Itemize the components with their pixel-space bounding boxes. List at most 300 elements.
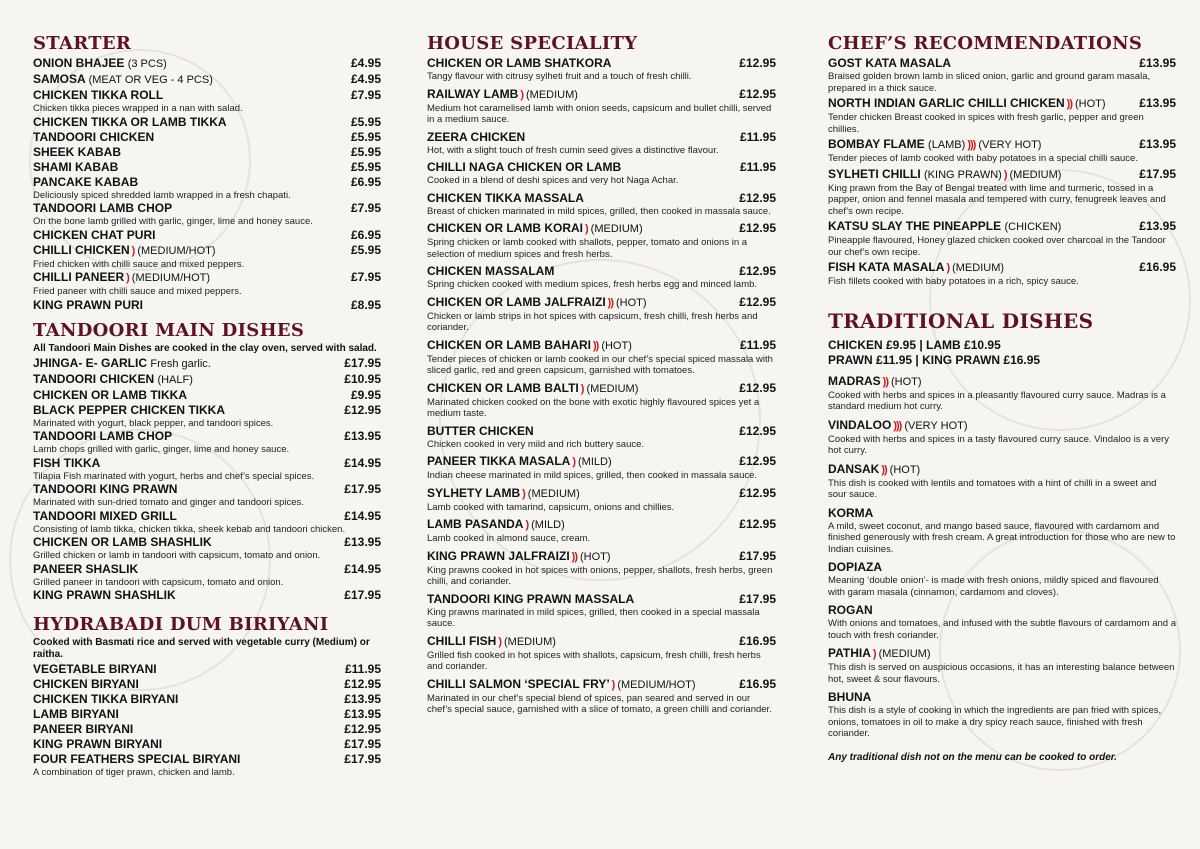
menu-item-row: [33, 175, 381, 190]
item-name: FISH KATA MASALA: [828, 260, 945, 274]
item-description: This dish is a style of cooking in which the ingredients are pan fried with spices, onions, tomatoes in oil to make a dry spicy reach sauce, finished with fresh coriander.: [828, 705, 1162, 739]
item-price: £11.95: [739, 337, 776, 352]
item-price: £17.95: [344, 482, 381, 496]
menu-item-row: [427, 295, 776, 311]
item-tag: (MEDIUM): [878, 648, 931, 660]
item-description: On the bone lamb grilled with garlic, ginger, lime and honey sauce.: [33, 216, 313, 227]
menu-item-row: [33, 737, 381, 752]
section-title-biryani: HYDRABADI DUM BIRIYANI: [33, 614, 329, 635]
item-name: SHEEK KABAB: [33, 144, 122, 159]
menu-item-heading: [828, 462, 920, 478]
chili-icon: ): [131, 244, 135, 257]
item-description: Lamb cooked in almond sauce, cream.: [427, 533, 591, 544]
item-name: CHILLI NAGA CHICKEN OR LAMB: [427, 160, 622, 174]
menu-item: [33, 372, 381, 388]
item-price: £13.95: [344, 692, 381, 706]
menu-item-row: [427, 87, 776, 103]
menu-item-heading: [33, 145, 121, 160]
menu-item-row: [33, 482, 381, 497]
menu-item-heading: [33, 72, 213, 88]
menu-item-row: [33, 130, 381, 145]
menu-item-heading: [33, 115, 227, 130]
menu-item-row: [427, 592, 776, 607]
item-tag: (HOT): [1074, 98, 1106, 110]
menu-item: [427, 87, 776, 126]
menu-item: [828, 603, 1176, 641]
item-description: Marinated in our chef’s special blend of spices, pan seared and served in our chef’s special sauce, garnished with a slice of tomato, a green chilli and coriander.: [427, 692, 772, 715]
menu-item-row: [828, 374, 1176, 390]
menu-item-heading: [427, 424, 534, 439]
item-price: £13.95: [1139, 96, 1176, 110]
menu-item-row: [427, 221, 776, 237]
item-tag: (MEDIUM): [527, 487, 580, 500]
item-tag: (MEDIUM): [590, 223, 643, 235]
menu-item: [828, 260, 1176, 288]
menu-item-row: [828, 56, 1176, 71]
item-name: KORMA: [828, 505, 874, 520]
menu-item: [427, 677, 776, 716]
item-price: £17.95: [739, 591, 776, 606]
chili-icon: ): [520, 88, 524, 101]
item-name: PATHIA: [828, 646, 871, 660]
traditional-price-line-2: PRAWN £11.95 | KING PRAWN £16.95: [828, 352, 1041, 367]
item-name: BLACK PEPPER CHICKEN TIKKA: [33, 402, 226, 417]
item-price: £7.95: [350, 201, 381, 215]
item-price: £12.95: [739, 454, 776, 468]
menu-item-row: [427, 381, 776, 397]
item-tag: (MEDIUM): [586, 382, 639, 395]
menu-item-heading: [828, 137, 1041, 153]
menu-item-heading: [427, 517, 565, 533]
item-price: £12.95: [739, 56, 776, 70]
item-price: £12.95: [739, 485, 776, 500]
menu-item-heading: [33, 737, 162, 752]
item-name: LAMB BIRYANI: [33, 707, 119, 721]
chili-icon: ): [946, 262, 950, 274]
item-description: Cooked with herbs and spices in a tasty flavoured curry sauce. Vindaloo is a very hot curry.: [828, 433, 1169, 456]
item-name: TANDOORI LAMB CHOP: [33, 201, 173, 215]
item-name: CHILLI SALMON ‘SPECIAL FRY’: [427, 676, 610, 691]
item-price: £11.95: [739, 129, 776, 144]
item-price: £4.95: [350, 56, 381, 70]
item-name: CHICKEN TIKKA OR LAMB TIKKA: [33, 114, 227, 129]
menu-item: [33, 388, 381, 403]
menu-item-row: [33, 562, 381, 577]
chili-icon: ): [585, 223, 588, 235]
menu-item: [427, 160, 776, 187]
item-description: Spring chicken or lamb cooked with shallots, pepper, tomato and onions in a selection of medium spices and fresh herbs.: [427, 237, 748, 260]
item-description: Marinated chicken cooked on the bone with exotic highly flavoured spices yet a medium taste.: [427, 396, 760, 419]
menu-item-row: [33, 403, 381, 418]
item-price: £12.95: [344, 402, 381, 417]
item-tag: (MILD): [578, 456, 612, 468]
item-name: CHICKEN BIRYANI: [33, 677, 139, 691]
item-price: £16.95: [739, 676, 776, 691]
column-middle: [427, 32, 776, 716]
item-price: £12.95: [739, 517, 776, 531]
item-price: £12.95: [739, 380, 776, 395]
menu-item: [33, 130, 381, 145]
menu-item-heading: [427, 486, 580, 502]
item-price: £16.95: [739, 633, 776, 648]
menu-item: [828, 560, 1176, 598]
menu-item: [33, 115, 381, 130]
item-name: ONION BHAJEE: [33, 56, 125, 70]
chili-icon: ): [580, 382, 584, 395]
item-price: £7.95: [350, 270, 381, 284]
menu-item-heading: [33, 356, 211, 372]
menu-item: [828, 462, 1176, 501]
menu-item-heading: [828, 646, 931, 662]
menu-item: [828, 690, 1176, 740]
item-tag: Fresh garlic.: [150, 357, 211, 370]
item-name: CHICKEN TIKKA BIRYANI: [33, 692, 179, 706]
menu-item-row: [33, 201, 381, 216]
menu-item-heading: [828, 560, 882, 575]
item-description: Chicken cooked in very mild and rich buttery sauce.: [427, 438, 645, 450]
menu-item: [427, 486, 776, 514]
item-tag: (HOT): [616, 296, 647, 309]
menu-item: [33, 175, 381, 202]
menu-item: [427, 517, 776, 545]
menu-item: [427, 454, 776, 482]
item-price: £13.95: [344, 707, 381, 721]
item-name: NORTH INDIAN GARLIC CHILLI CHICKEN: [828, 96, 1065, 110]
menu-item-heading: [427, 160, 621, 175]
menu-item: [33, 270, 381, 298]
menu-item-row: [33, 372, 381, 388]
menu-item: [828, 506, 1176, 556]
item-description: King prawns marinated in mild spices, grilled, then cooked in a special massala sauce.: [427, 606, 760, 629]
menu-item: [33, 722, 381, 737]
item-tag: (MEDIUM/HOT): [131, 272, 211, 284]
menu-item-row: [33, 56, 381, 72]
menu-item-heading: [33, 130, 154, 145]
item-tag: (MEDIUM): [952, 262, 1005, 274]
item-price: £12.95: [739, 190, 776, 205]
menu-item-heading: [828, 96, 1106, 112]
menu-item-row: [427, 130, 776, 145]
item-name: KATSU SLAY THE PINEAPPLE: [828, 219, 1002, 233]
menu-item: [828, 418, 1176, 457]
item-name: PANEER BIRYANI: [33, 722, 134, 736]
item-name: CHICKEN OR LAMB BALTI: [427, 380, 579, 395]
item-name: BHUNA: [828, 690, 872, 704]
item-name: JHINGA- E- GARLIC: [33, 355, 147, 370]
menu-item: [427, 424, 776, 451]
biryani-list: [33, 662, 381, 779]
chili-icon: ))): [893, 419, 902, 432]
item-name: SYLHETY LAMB: [427, 485, 521, 500]
menu-item-heading: [828, 219, 1061, 235]
item-name: FOUR FEATHERS SPECIAL BIRYANI: [33, 752, 241, 766]
item-name: KING PRAWN PURI: [33, 297, 144, 312]
item-name: CHILLI CHICKEN: [33, 242, 130, 257]
menu-item: [33, 752, 381, 779]
menu-item: [828, 96, 1176, 135]
item-price: £13.95: [344, 429, 381, 443]
item-description: Spring chicken cooked with medium spices, fresh herbs egg and minced lamb.: [427, 279, 758, 290]
item-name: PANEER SHASLIK: [33, 561, 139, 576]
item-description: Tender pieces of lamb cooked with baby potatoes in a special chilli sauce.: [828, 153, 1138, 164]
item-price: £11.95: [739, 160, 776, 174]
menu-item-row: [33, 662, 381, 677]
menu-item-row: [828, 506, 1176, 521]
item-name: BUTTER CHICKEN: [427, 423, 534, 438]
item-description: Marinated with yogurt, black pepper, and tandoori spices.: [33, 417, 274, 429]
item-price: £8.95: [350, 297, 381, 312]
item-description: Tender chicken Breast cooked in spices with fresh garlic, pepper and green chillies.: [828, 112, 1144, 135]
menu-item-heading: [427, 87, 578, 103]
menu-item-heading: [828, 506, 873, 521]
item-name: TANDOORI KING PRAWN MASSALA: [427, 591, 635, 606]
item-name: CHILLI PANEER: [33, 270, 125, 284]
item-heat: (MEDIUM): [1009, 168, 1062, 181]
item-price: £10.95: [344, 371, 381, 386]
menu-item-row: [33, 752, 381, 767]
item-name: PANCAKE KABAB: [33, 174, 139, 189]
item-name: CHICKEN OR LAMB SHASHLIK: [33, 535, 212, 549]
item-price: £5.95: [350, 129, 381, 144]
item-name: KING PRAWN SHASHLIK: [33, 588, 176, 602]
item-price: £13.95: [1139, 219, 1176, 233]
menu-item: [33, 456, 381, 483]
item-price: £12.95: [344, 677, 381, 691]
menu-item-heading: [828, 167, 1061, 183]
chili-icon: ))): [967, 139, 976, 151]
chili-icon: ): [126, 272, 129, 284]
tandoori-note: All Tandoori Main Dishes are cooked in the clay oven, served with salad.: [33, 342, 377, 354]
item-description: Meaning ‘double onion’- is made with fresh onions, mildly spiced and flavoured with garam masala (cinnamon, cardamom and cloves).: [828, 575, 1159, 598]
menu-item-row: [828, 690, 1176, 705]
chili-icon: )): [571, 550, 577, 563]
traditional-price-line-1: CHICKEN £9.95 | LAMB £10.95: [828, 337, 1001, 352]
menu-item-heading: [427, 381, 638, 397]
menu-item-heading: [33, 752, 240, 767]
item-price: £17.95: [344, 737, 381, 751]
item-name: TANDOORI MIXED GRILL: [33, 508, 177, 523]
traditional-list: [828, 374, 1176, 740]
item-name: VEGETABLE BIRYANI: [33, 662, 157, 676]
item-description: Pineapple flavoured, Honey glazed chicken cooked over charcoal in the Tandoor our chef’s own recipe.: [828, 235, 1166, 258]
menu-item-heading: [33, 509, 177, 524]
menu-item-row: [33, 388, 381, 403]
menu-item-heading: [33, 56, 167, 72]
menu-item-heading: [427, 130, 525, 145]
menu-item-heading: [33, 692, 178, 707]
menu-item-row: [828, 167, 1176, 183]
item-description: Consisting of lamb tikka, chicken tikka, sheek kebab and tandoori chicken.: [33, 523, 346, 535]
item-description: A mild, sweet coconut, and mango based sauce, flavoured with cardamom and finished generously with fresh cream. A great introduction for those who are new to Indian cuisines.: [828, 520, 1176, 555]
menu-item: [427, 592, 776, 630]
item-price: £12.95: [344, 722, 381, 736]
item-price: £17.95: [344, 752, 381, 766]
menu-item-row: [33, 456, 381, 471]
menu-item-row: [427, 486, 776, 502]
item-name: SYLHETI CHILLI: [828, 166, 921, 181]
menu-item: [828, 374, 1176, 413]
menu-item-row: [33, 145, 381, 160]
menu-item: [33, 72, 381, 88]
menu-item-row: [33, 588, 381, 603]
menu-item: [33, 737, 381, 752]
item-tag: (MEDIUM): [504, 635, 556, 648]
item-tag: (HOT): [580, 550, 611, 563]
item-description: Breast of chicken marinated in mild spices, grilled, then cooked in massala sauce.: [427, 205, 771, 217]
item-price: £13.95: [1139, 56, 1176, 70]
item-tag: (HOT): [889, 463, 921, 476]
menu-item-heading: [828, 603, 873, 618]
menu-item: [33, 662, 381, 677]
item-name: RAILWAY LAMB: [427, 86, 519, 101]
item-tag: (HALF): [157, 373, 193, 386]
item-name: CHICKEN OR LAMB SHATKORA: [427, 56, 612, 70]
menu-item-row: [828, 603, 1176, 618]
menu-item-heading: [33, 388, 187, 403]
menu-item-heading: [427, 56, 611, 71]
menu-item: [33, 243, 381, 271]
menu-item: [828, 167, 1176, 218]
item-name: TANDOORI CHICKEN: [33, 371, 155, 386]
item-name: KING PRAWN BIRYANI: [33, 737, 163, 751]
item-description: Tilapia Fish marinated with yogurt, herbs and chef’s special spices.: [33, 470, 315, 482]
menu-item-heading: [33, 677, 139, 692]
item-description: King prawn from the Bay of Bengal treated with lime and turmeric, tossed in a papper, onion and fennel masala and tempered with curry, fenugreek leaves and chef’s own recipe.: [828, 182, 1166, 217]
item-name: ZEERA CHICKEN: [427, 129, 526, 144]
menu-item: [33, 228, 381, 243]
menu-item-heading: [33, 482, 177, 497]
item-description: Lamb cooked with tamarind, capsicum, onions and chillies.: [427, 501, 675, 513]
biryani-note: Cooked with Basmati rice and served with vegetable curry (Medium) or raitha.: [33, 637, 370, 660]
menu-item-heading: [33, 175, 138, 190]
item-name: DANSAK: [828, 461, 880, 476]
menu-item: [828, 219, 1176, 258]
house-list: [427, 56, 776, 716]
menu-item-row: [33, 692, 381, 707]
item-description: Grilled chicken or lamb in tandoori with capsicum, tomato and onion.: [33, 550, 321, 561]
menu-item: [828, 56, 1176, 94]
menu-item-row: [427, 677, 776, 693]
item-description: A combination of tiger prawn, chicken and lamb.: [33, 767, 235, 778]
menu-item-row: [427, 424, 776, 439]
menu-item-row: [828, 137, 1176, 153]
menu-item-row: [427, 191, 776, 206]
item-name: CHICKEN CHAT PURI: [33, 227, 156, 242]
item-name: TANDOORI KING PRAWN: [33, 482, 178, 496]
menu-item-row: [33, 228, 381, 243]
menu-item-heading: [33, 562, 138, 577]
chili-icon: ): [611, 678, 615, 691]
menu-item: [427, 130, 776, 157]
item-tag: (MILD): [531, 519, 565, 531]
tandoori-list: [33, 356, 381, 604]
chef-list: [828, 56, 1176, 288]
item-price: £14.95: [344, 455, 381, 470]
menu-item: [427, 56, 776, 83]
column-left: [33, 32, 381, 779]
item-description: Cooked in a blend of deshi spices and very hot Naga Achar.: [427, 175, 679, 186]
menu-item-row: [33, 72, 381, 88]
menu-item-row: [427, 160, 776, 175]
item-name: VINDALOO: [828, 417, 892, 432]
menu-item-row: [427, 634, 776, 650]
menu-item-heading: [828, 690, 871, 705]
menu-item-heading: [33, 88, 163, 103]
menu-item-heading: [427, 264, 554, 279]
menu-item-heading: [427, 549, 611, 565]
item-tag: (VERY HOT): [904, 419, 968, 432]
item-name: MADRAS: [828, 373, 881, 388]
menu-item: [828, 646, 1176, 685]
menu-item-heading: [427, 677, 696, 693]
menu-item: [33, 201, 381, 228]
chili-icon: )): [1066, 98, 1072, 110]
item-description: Indian cheese marinated in mild spices, grilled, then cooked in massala sauce.: [427, 470, 758, 481]
menu-item-heading: [427, 454, 612, 470]
section-title-house: HOUSE SPECIALITY: [427, 33, 638, 54]
menu-item-row: [33, 270, 381, 286]
item-name: CHICKEN OR LAMB BAHARI: [427, 337, 591, 352]
menu-item: [33, 88, 381, 115]
menu-item-row: [828, 96, 1176, 112]
menu-item-row: [33, 298, 381, 313]
menu-item-heading: [427, 338, 632, 354]
menu-item: [828, 137, 1176, 165]
starter-list: [33, 56, 381, 313]
menu-item-heading: [427, 634, 556, 650]
menu-item-row: [828, 462, 1176, 478]
menu-item-heading: [33, 298, 143, 313]
item-description: Grilled fish cooked in hot spices with shallots, capsicum, fresh chilli, fresh herbs and coriander.: [427, 649, 761, 672]
menu-item-row: [33, 677, 381, 692]
menu-item-heading: [33, 160, 118, 175]
menu-item: [33, 707, 381, 722]
item-name: KING PRAWN JALFRAIZI: [427, 548, 570, 563]
item-description: With onions and tomatoes, and infused with the subtle flavours of cardamom and a touch with fresh coriander.: [828, 618, 1177, 641]
menu-item-row: [33, 535, 381, 550]
menu-item: [33, 482, 381, 509]
menu-item: [33, 160, 381, 175]
item-name: CHICKEN MASSALAM: [427, 264, 555, 278]
menu-item: [33, 692, 381, 707]
menu-item-row: [828, 219, 1176, 235]
menu-item: [33, 677, 381, 692]
menu-item-row: [33, 429, 381, 444]
chili-icon: )): [593, 339, 599, 352]
item-description: Medium hot caramelised lamb with onion seeds, capsicum and bullet chilli, served in a medium sauce.: [427, 102, 772, 125]
item-description: Deliciously spiced shredded lamb wrapped in a fresh chapati.: [33, 189, 291, 201]
item-description: Hot, with a slight touch of fresh cumin seed gives a distinctive flavour.: [427, 144, 719, 156]
item-name: SHAMI KABAB: [33, 159, 119, 174]
item-price: £5.95: [350, 144, 381, 159]
menu-item-heading: [828, 418, 968, 434]
chili-icon: )): [882, 375, 888, 388]
item-price: £4.95: [350, 72, 381, 86]
item-name: ROGAN: [828, 603, 873, 617]
item-price: £14.95: [344, 508, 381, 523]
menu-item-heading: [828, 260, 1004, 276]
item-description: King prawns cooked in hot spices with onions, pepper, shallots, fresh herbs, green chilli, and coriander.: [427, 564, 773, 587]
menu-item-heading: [33, 722, 133, 737]
menu-item: [33, 56, 381, 72]
menu-item-heading: [427, 221, 643, 237]
item-description: Cooked with herbs and spices in a pleasantly flavoured curry sauce. Madras is a standard medium hot curry.: [828, 389, 1166, 412]
item-tag: (3 PCS): [127, 58, 167, 70]
chili-icon: )): [881, 463, 887, 476]
item-price: £5.95: [350, 242, 381, 257]
menu-item-row: [33, 509, 381, 524]
item-description: Grilled paneer in tandoori with capsicum, tomato and onion.: [33, 576, 284, 588]
